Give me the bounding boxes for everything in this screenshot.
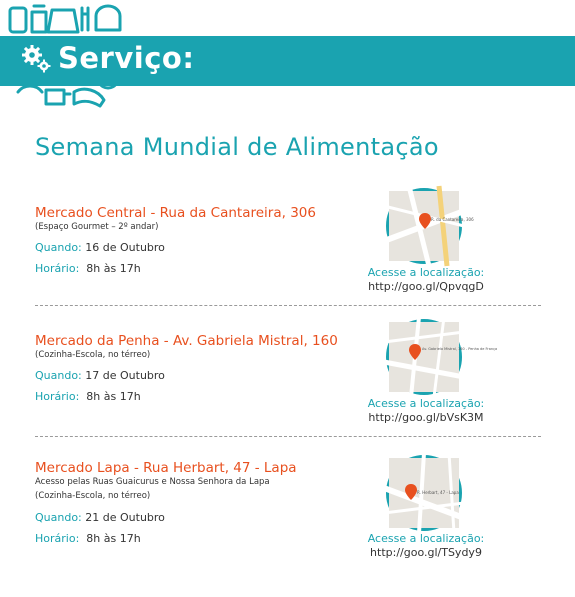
location-link[interactable]: http://goo.gl/bVsK3M (368, 411, 484, 424)
location-map[interactable] (386, 319, 498, 395)
location-map[interactable] (386, 455, 462, 531)
hours-value: 8h às 17h (86, 390, 141, 403)
venue-note: Acesso pelas Ruas Guaicurus e Nossa Senhora da Lapa (35, 477, 270, 487)
venue-note: (Espaço Gourmet – 2º andar) (35, 222, 159, 232)
hours-label: Horário: (35, 390, 80, 403)
when-row (35, 511, 165, 524)
map-pin-label: R. Herbart, 47 - Lapa (417, 490, 459, 495)
when-value: 21 de Outubro (85, 511, 165, 524)
location-cta (346, 532, 506, 559)
when-label: Quando: (35, 511, 82, 524)
venue-note: (Cozinha-Escola, no térreo) (35, 350, 151, 360)
cta-label: Acesse a localização: (367, 397, 485, 410)
location-link[interactable]: http://goo.gl/QpvqgD (368, 280, 484, 293)
when-value: 17 de Outubro (85, 369, 165, 382)
when-row (35, 241, 165, 254)
hours-row (35, 262, 141, 275)
hours-row (35, 532, 141, 545)
location-map[interactable] (386, 188, 474, 264)
page-title: Semana Mundial de Alimentação (35, 133, 439, 161)
when-row (35, 369, 165, 382)
map-pin-label: R. da Cantareira, 306 (431, 217, 474, 222)
cta-label: Acesse a localização: (367, 266, 485, 279)
location-cta (346, 266, 506, 293)
venue-note: (Cozinha-Escola, no térreo) (35, 491, 151, 501)
gears-icon (20, 42, 52, 74)
hours-row (35, 390, 141, 403)
dashed-divider (35, 436, 541, 437)
venue-title: Mercado Central - Rua da Cantareira, 306 (35, 205, 316, 221)
when-label: Quando: (35, 369, 82, 382)
hours-label: Horário: (35, 532, 80, 545)
map-pin-label: Av. Gabriela Mistral, 160 - Penha de França (422, 347, 498, 351)
venue-title: Mercado Lapa - Rua Herbart, 47 - Lapa (35, 460, 297, 476)
banner-title: Serviço: (58, 41, 195, 75)
hours-value: 8h às 17h (86, 262, 141, 275)
dashed-divider (35, 305, 541, 306)
hours-value: 8h às 17h (86, 532, 141, 545)
hours-label: Horário: (35, 262, 80, 275)
location-link[interactable]: http://goo.gl/TSydy9 (370, 546, 482, 559)
cta-label: Acesse a localização: (367, 532, 485, 545)
venue-title: Mercado da Penha - Av. Gabriela Mistral, 160 (35, 333, 338, 349)
when-value: 16 de Outubro (85, 241, 165, 254)
location-cta (346, 397, 506, 424)
when-label: Quando: (35, 241, 82, 254)
